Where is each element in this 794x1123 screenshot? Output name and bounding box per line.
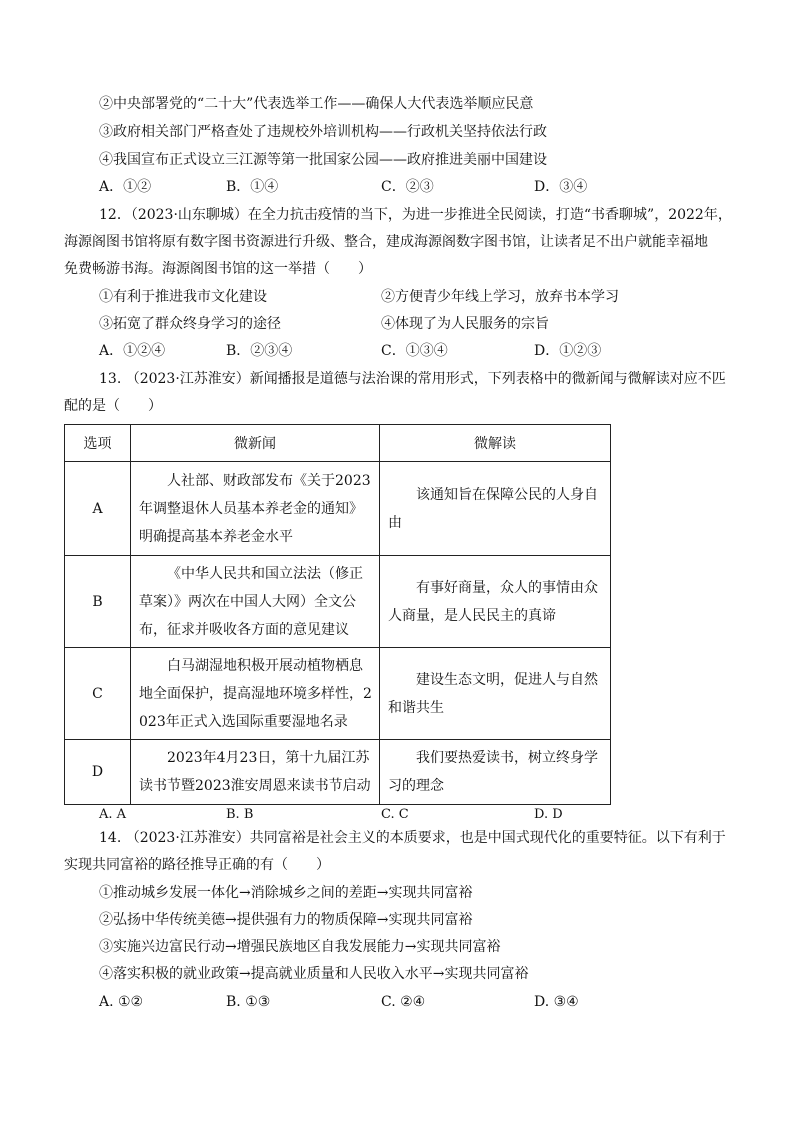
q11-option-a[interactable]: A．①② <box>99 179 152 195</box>
q11-option-d[interactable]: D．③④ <box>534 179 588 195</box>
q14-item-1: ①推动城乡发展一体化→消除城乡之间的差距→实现共同富裕 <box>99 885 473 901</box>
q12-item-1: ①有利于推进我市文化建设 <box>99 289 267 305</box>
row-a-label: A <box>65 462 131 556</box>
q12-option-d[interactable]: D．①②③ <box>534 343 602 359</box>
q12-option-c[interactable]: C．①③④ <box>381 343 448 359</box>
table-row <box>65 648 611 740</box>
table-header-row <box>65 425 611 462</box>
q12-option-b[interactable]: B．②③④ <box>226 343 293 359</box>
q11-item-2: ②中央部署党的“二十大”代表选举工作——确保人大代表选举顺应民意 <box>99 96 534 112</box>
q13-news-table <box>64 424 611 805</box>
q11-item-3: ③政府相关部门严格查处了违规校外培训机构——行政机关坚持依法行政 <box>99 124 547 140</box>
row-d-news: 2023年4月23日，第十九届江苏读书节暨2023淮安周恩来读书节启动 <box>139 750 371 794</box>
q11-option-b[interactable]: B．①④ <box>226 179 279 195</box>
row-b-news: 《中华人民共和国立法法（修正草案）》两次在中国人大网）全文公布，征求并吸收各方面的意见建议 <box>139 565 363 638</box>
q14-option-b[interactable]: B. ①③ <box>226 994 271 1010</box>
q11-item-4: ④我国宣布正式设立三江源等第一批国家公园——政府推进美丽中国建设 <box>99 152 547 168</box>
table-row <box>65 740 611 805</box>
q13-stem-line-1: 13. （2023·江苏淮安）新闻播报是道德与法治课的常用形式，下列表格中的微新闻与微解读对应不匹 <box>99 371 726 387</box>
q13-option-d[interactable]: D. D <box>534 807 563 822</box>
q14-item-4: ④落实积极的就业政策→提高就业质量和人民收入水平→实现共同富裕 <box>99 966 529 982</box>
q14-item-2: ②弘扬中华传统美德→提供强有力的物质保障→实现共同富裕 <box>99 912 473 928</box>
q13-stem-line-2: 配的是（ ） <box>64 398 162 414</box>
q12-stem-line-3: 免费畅游书海。海源阁图书馆的这一举措（ ） <box>64 261 372 277</box>
q14-option-a[interactable]: A. ①② <box>99 994 144 1010</box>
q12-item-4: ④体现了为人民服务的宗旨 <box>381 316 549 332</box>
row-a-reading: 该通知旨在保障公民的人身自由 <box>388 486 598 531</box>
q13-option-a[interactable]: A. A <box>99 807 127 822</box>
row-c-news: 白马湖湿地积极开展动植物栖息地全面保护，提高湿地环境多样性，2023年正式入选国际重要湿地名录 <box>139 657 372 730</box>
table-row <box>65 462 611 556</box>
q14-stem-line-2: 实现共同富裕的路径推导正确的有（ ） <box>64 857 330 873</box>
row-a-news: 人社部、财政部发布《关于2023年调整退休人员基本养老金的通知》明确提高基本养老金水平 <box>139 472 371 545</box>
q12-item-2: ②方便青少年线上学习，放弃书本学习 <box>381 289 619 305</box>
row-c-reading: 建设生态文明，促进人与自然和谐共生 <box>388 671 598 716</box>
table-row <box>65 556 611 648</box>
row-b-reading: 有事好商量，众人的事情由众人商量，是人民民主的真谛 <box>388 579 598 624</box>
q14-option-d[interactable]: D. ③④ <box>534 994 579 1010</box>
q14-item-3: ③实施兴边富民行动→增强民族地区自我发展能力→实现共同富裕 <box>99 939 501 955</box>
table-header-news: 微新闻 <box>131 425 380 462</box>
q14-stem-line-1: 14. （2023·江苏淮安）共同富裕是社会主义的本质要求，也是中国式现代化的重要特征。以下有利于 <box>99 830 726 846</box>
q11-option-c[interactable]: C．②③ <box>381 179 434 195</box>
q12-stem-line-2: 海源阁图书馆将原有数字图书资源进行升级、整合，建成海源阁数字图书馆，让读者足不出户就能幸福地 <box>64 234 708 250</box>
row-c-label: C <box>65 648 131 740</box>
q12-item-3: ③拓宽了群众终身学习的途径 <box>99 316 281 332</box>
q13-option-c[interactable]: C. C <box>381 807 409 822</box>
q12-option-a[interactable]: A．①②④ <box>99 343 166 359</box>
table-header-reading: 微解读 <box>380 425 611 462</box>
row-d-reading: 我们要热爱读书，树立终身学习的理念 <box>388 750 598 794</box>
q12-stem-line-1: 12．（2023·山东聊城）在全力抗击疫情的当下，为进一步推进全民阅读，打造“书香聊城”，2022年， <box>99 207 732 223</box>
q14-option-c[interactable]: C. ②④ <box>381 994 426 1010</box>
row-d-label: D <box>65 740 131 805</box>
row-b-label: B <box>65 556 131 648</box>
table-header-option: 选项 <box>65 425 131 462</box>
q13-option-b[interactable]: B. B <box>226 807 254 822</box>
